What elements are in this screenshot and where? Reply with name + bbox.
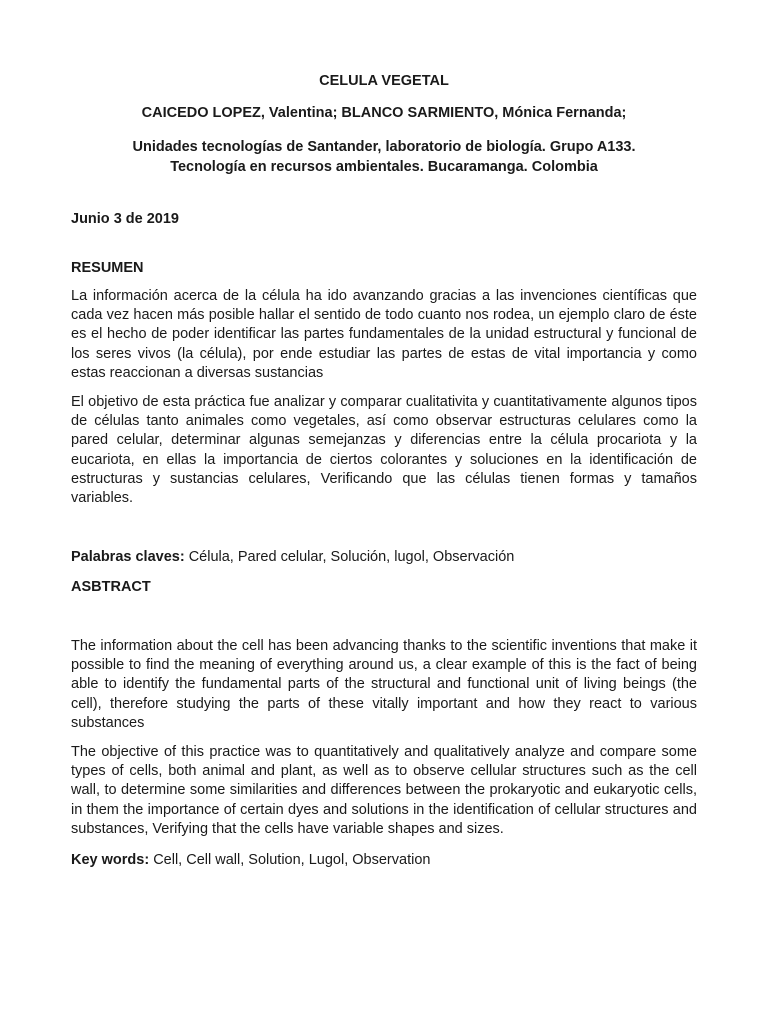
affiliation-line-1: Unidades tecnologías de Santander, laboratorio de biología. Grupo A133. — [132, 139, 636, 155]
resumen-heading: RESUMEN — [71, 260, 144, 276]
palabras-claves-value: Célula, Pared celular, Solución, lugol, Observación — [184, 549, 515, 565]
authors-line: CAICEDO LOPEZ, Valentina; BLANCO SARMIENTO, Mónica Fernanda; — [141, 105, 627, 121]
palabras-claves-label: Palabras claves: — [71, 549, 185, 565]
document-date: Junio 3 de 2019 — [71, 211, 179, 227]
resumen-paragraph-2: El objetivo de esta práctica fue analizar y comparar cualitativita y cuantitativamente algunos tipos de células tanto animales como vegetales, así como observar estructuras celulares como la pared celular, determinar algunas semejanzas y diferencias entre la célula procariota y la eucariota, en ellas la importancia de ciertos colorantes y soluciones en la identificación de estructuras y sustancias celulares, Verificando que las células tienen formas y tamaños variables. — [71, 394, 697, 507]
document-title: CELULA VEGETAL — [319, 73, 449, 89]
abstract-paragraph-1: The information about the cell has been advancing thanks to the scientific inventions that make it possible to find the meaning of everything around us, a clear example of this is the fact of being able to identify the fundamental parts of the structural and functional unit of living beings (the cell), therefore studying the parts of these vitally important and how they react to various substances — [71, 638, 697, 731]
abstract-paragraph-2: The objective of this practice was to quantitatively and qualitatively analyze and compare some types of cells, both animal and plant, as well as to observe cellular structures such as the cell wall, to determine some similarities and differences between the prokaryotic and eukaryotic cells, in them the importance of certain dyes and solutions in the identification of cellular structures and substances, Verifying that the cells have variable shapes and sizes. — [71, 744, 697, 837]
key-words-value: Cell, Cell wall, Solution, Lugol, Observation — [149, 852, 431, 868]
key-words — [71, 851, 697, 870]
key-words-label: Key words: — [71, 852, 150, 868]
affiliation-line-2: Tecnología en recursos ambientales. Bucaramanga. Colombia — [170, 159, 598, 175]
resumen-paragraph-1: La información acerca de la célula ha ido avanzando gracias a las invenciones científicas que cada vez hacen más posible hallar el sentido de todo cuanto nos rodea, un ejemplo claro de éste es el hecho de poder identificar las partes fundamentales de la unidad estructural y funcional de los seres vivos (la célula), por ende estudiar las partes de estas de vital importancia y como estas reaccionan a diversas sustancias — [71, 288, 697, 381]
abstract-heading: ASBTRACT — [71, 579, 151, 595]
palabras-claves — [71, 548, 697, 567]
